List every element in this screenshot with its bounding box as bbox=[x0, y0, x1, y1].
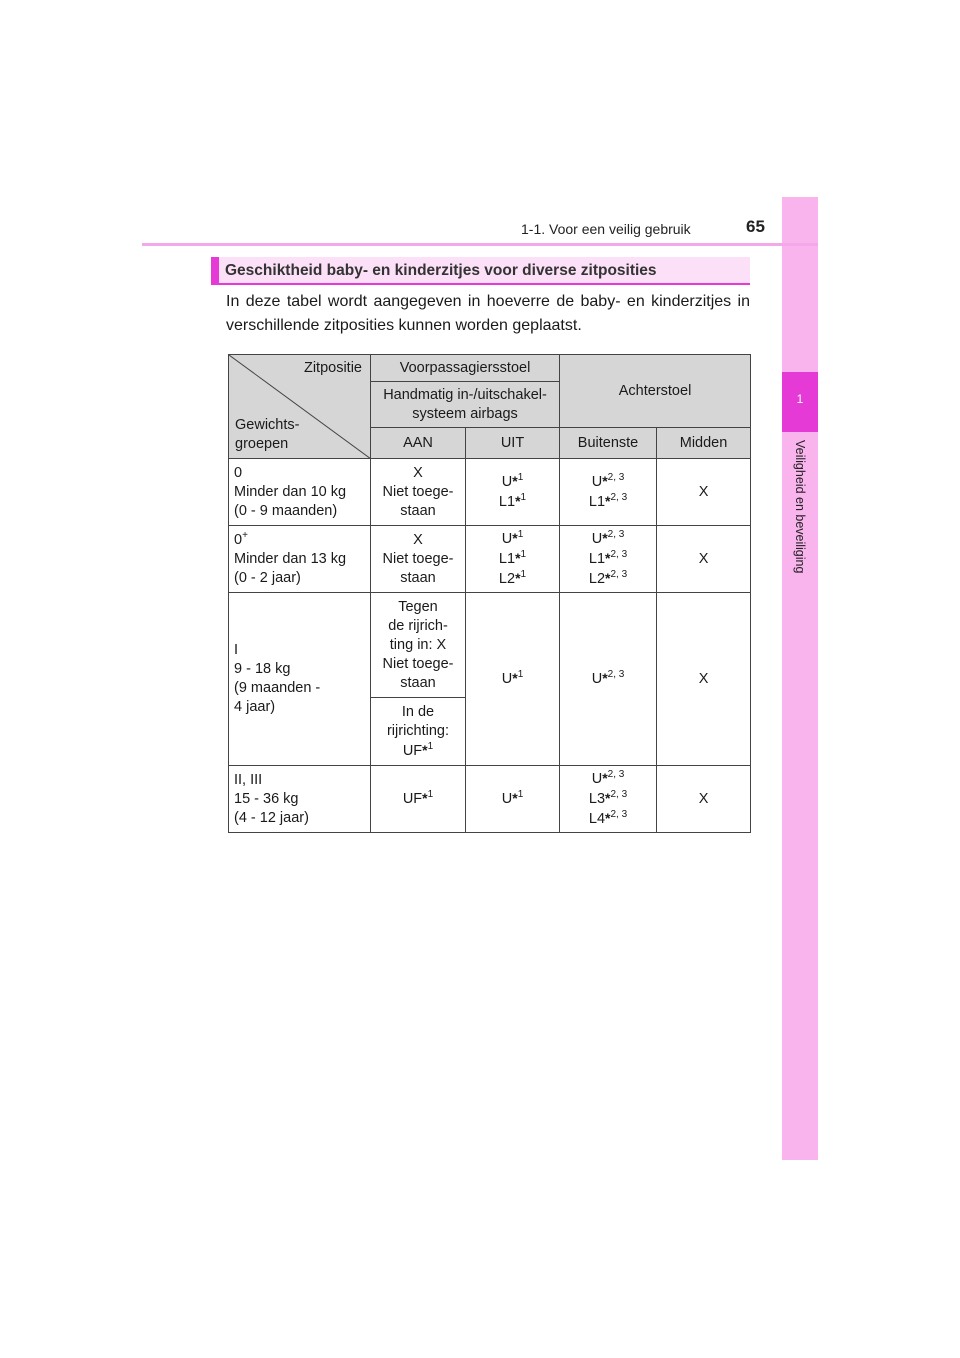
header-col-buitenste: Buitenste bbox=[560, 428, 657, 459]
weight-group-cell: 0+ Minder dan 13 kg (0 - 2 jaar) bbox=[229, 526, 371, 593]
header-rear-seat: Achterstoel bbox=[560, 355, 751, 428]
aan-cell: X Niet toege- staan bbox=[371, 459, 466, 526]
weight-group-cell: I 9 - 18 kg (9 maanden - 4 jaar) bbox=[229, 593, 371, 766]
corner-label-weight: Gewichts- groepen bbox=[235, 417, 300, 452]
header-rule bbox=[142, 243, 818, 246]
buitenste-cell: U*$^{2, 3}$ L3*$^{2, 3}$ L4*$^{2, 3}$ bbox=[560, 766, 657, 833]
header-col-uit: UIT bbox=[466, 428, 560, 459]
buitenste-cell: U*$^{2, 3}$ bbox=[560, 593, 657, 766]
midden-cell: X bbox=[657, 766, 751, 833]
intro-paragraph: In deze tabel wordt aangegeven in hoeverre de baby- en kinderzitjes in verschillende zitposities kunnen worden geplaatst. bbox=[226, 293, 750, 334]
section-title: Geschiktheid baby- en kinderzitjes voor diverse zitposities bbox=[225, 262, 657, 279]
aan-cell: X Niet toege- staan bbox=[371, 526, 466, 593]
aan-cell: UF*$^1$ bbox=[371, 766, 466, 833]
section-header: 1-1. Voor een veilig gebruik bbox=[521, 221, 691, 237]
chapter-number: 1 bbox=[796, 392, 804, 406]
table-row bbox=[229, 593, 751, 698]
midden-cell: X bbox=[657, 459, 751, 526]
header-front-seat: Voorpassagiersstoel bbox=[371, 355, 560, 382]
table-row bbox=[229, 526, 751, 593]
uit-cell: U*$^1$ L1*$^1$ bbox=[466, 459, 560, 526]
aan-cell-forward-facing: In de rijrichting: UF*$^1$ bbox=[371, 698, 466, 766]
header-col-midden: Midden bbox=[657, 428, 751, 459]
chapter-side-band bbox=[782, 197, 818, 1160]
table-corner-cell bbox=[229, 355, 371, 459]
section-title-underline bbox=[211, 283, 750, 285]
aan-cell-rear-facing: Tegen de rijrich- ting in: X Niet toege- staan bbox=[371, 593, 466, 698]
weight-group-cell: II, III 15 - 36 kg (4 - 12 jaar) bbox=[229, 766, 371, 833]
uit-cell: U*$^1$ L1*$^1$ L2*$^1$ bbox=[466, 526, 560, 593]
table-row bbox=[229, 459, 751, 526]
midden-cell: X bbox=[657, 526, 751, 593]
header-airbag-system: Handmatig in-/uitschakel- systeem airbags bbox=[371, 382, 560, 428]
seat-compatibility-table bbox=[228, 354, 751, 833]
header-col-aan: AAN bbox=[371, 428, 466, 459]
buitenste-cell: U*$^{2, 3}$ L1*$^{2, 3}$ L2*$^{2, 3}$ bbox=[560, 526, 657, 593]
page-number: 65 bbox=[746, 217, 765, 236]
section-title-bar bbox=[211, 257, 750, 285]
buitenste-cell: U*$^{2, 3}$ L1*$^{2, 3}$ bbox=[560, 459, 657, 526]
table-row bbox=[229, 766, 751, 833]
uit-cell: U*$^1$ bbox=[466, 766, 560, 833]
corner-label-position: Zitpositie bbox=[303, 360, 362, 376]
section-title-accent bbox=[211, 257, 219, 285]
weight-group-cell: 0 Minder dan 10 kg (0 - 9 maanden) bbox=[229, 459, 371, 526]
midden-cell: X bbox=[657, 593, 751, 766]
uit-cell: U*$^1$ bbox=[466, 593, 560, 766]
